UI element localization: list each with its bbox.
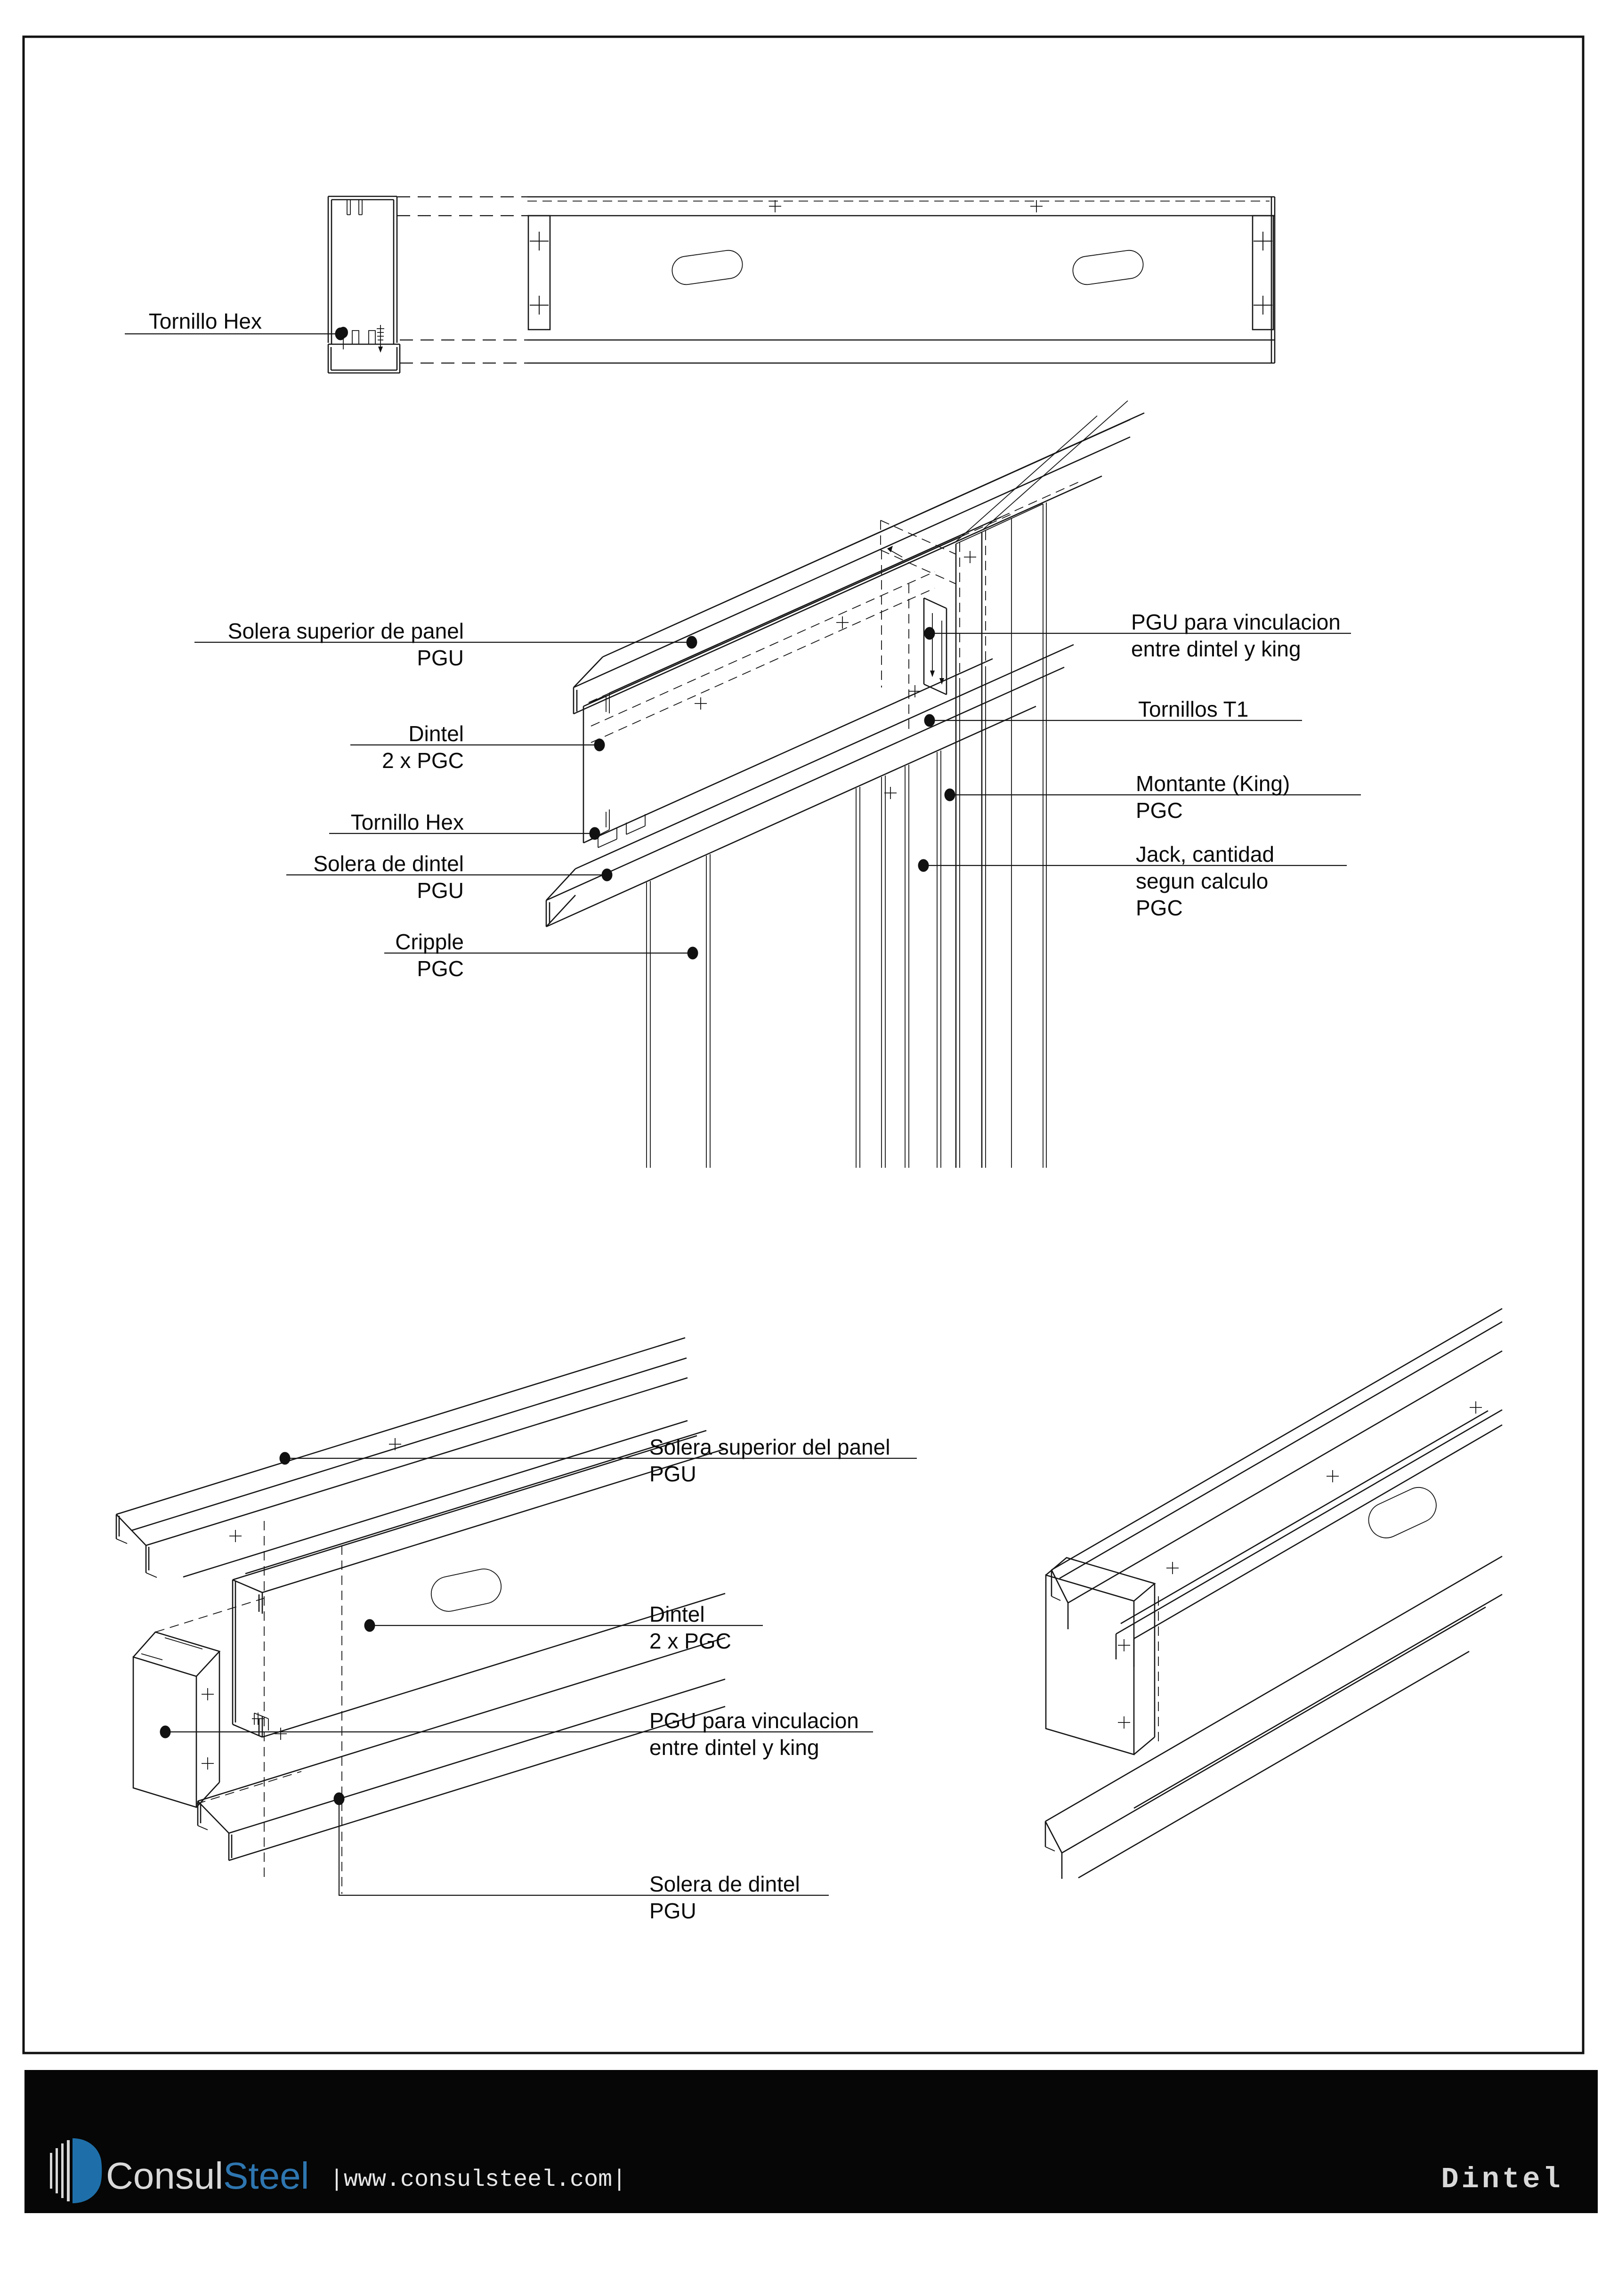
label-line: Solera de dintel: [649, 1872, 800, 1896]
top-section-drawing: [328, 196, 1275, 373]
label-cripple: [384, 930, 698, 981]
label-line: Montante (King): [1136, 771, 1290, 796]
label-line: entre dintel y king: [1131, 637, 1301, 661]
leader-dot: [924, 714, 935, 727]
label-pgu-vinculacion-2: [160, 1708, 874, 1760]
middle-right-labels: [918, 610, 1361, 920]
label-dintel: [350, 721, 605, 773]
label-line: PGU: [417, 878, 464, 903]
top-view-label-tornillo-hex: [125, 309, 346, 340]
leader-dot: [280, 1452, 291, 1465]
leader-dot: [335, 328, 346, 340]
label-solera-de-dintel-2: [334, 1793, 829, 1924]
label-line: PGU: [649, 1462, 696, 1486]
footer-bar: [24, 2070, 1598, 2213]
label-line: Dintel: [649, 1602, 705, 1626]
label-line: Solera de dintel: [313, 851, 464, 876]
label-line: PGC: [417, 956, 464, 981]
label-solera-superior-de-panel: [194, 619, 697, 670]
label-line: Cripple: [395, 930, 464, 954]
bottom-right-assembly-drawing: [1045, 1309, 1502, 1879]
label-line: Tornillo Hex: [148, 309, 262, 333]
leader-dot: [590, 827, 600, 840]
label-tornillo-hex: [329, 810, 600, 840]
sheet-title: Dintel: [1441, 2163, 1563, 2196]
label-pgu-vinculacion: [924, 610, 1351, 661]
middle-left-labels: [194, 619, 698, 981]
leader-dot: [945, 789, 955, 801]
label-line: PGC: [1136, 798, 1183, 823]
label-solera-de-dintel: [286, 851, 613, 903]
leader-dot: [687, 636, 697, 649]
label-line: Jack, cantidad: [1136, 842, 1275, 866]
label-dintel-2: [364, 1602, 763, 1653]
website-text: |www.consulsteel.com|: [330, 2167, 627, 2193]
label-line: PGC: [1136, 896, 1183, 920]
middle-isometric-drawing: [546, 401, 1144, 1168]
label-tornillos-t1: [924, 697, 1302, 727]
label-line: PGU: [417, 646, 464, 670]
label-solera-superior-del-panel: [280, 1435, 917, 1486]
leader-dot: [602, 869, 613, 881]
label-line: entre dintel y king: [649, 1735, 819, 1760]
label-line: PGU para vinculacion: [649, 1708, 859, 1733]
bottom-left-labels: [160, 1435, 917, 1923]
leader-dot: [160, 1726, 171, 1738]
leader-dot: [594, 739, 605, 752]
leader-dot: [918, 859, 929, 872]
leader-dot: [364, 1619, 375, 1632]
label-line: Solera superior de panel: [227, 619, 464, 643]
leader-dot: [688, 947, 698, 960]
leader-dot: [334, 1793, 345, 1805]
label-line: Tornillo Hex: [350, 810, 464, 834]
bottom-left-exploded-drawing: [116, 1338, 725, 1894]
label-line: Dintel: [408, 721, 464, 746]
label-line: PGU para vinculacion: [1131, 610, 1341, 634]
brand-wordmark: ConsulSteel: [106, 2155, 309, 2197]
label-line: 2 x PGC: [382, 748, 464, 773]
label-line: Solera superior del panel: [649, 1435, 890, 1459]
leader-dot: [924, 627, 935, 640]
label-line: Tornillos T1: [1138, 697, 1249, 721]
label-montante-king: [945, 771, 1361, 823]
label-line: segun calculo: [1136, 869, 1269, 893]
label-line: 2 x PGC: [649, 1629, 731, 1653]
label-line: PGU: [649, 1899, 696, 1923]
